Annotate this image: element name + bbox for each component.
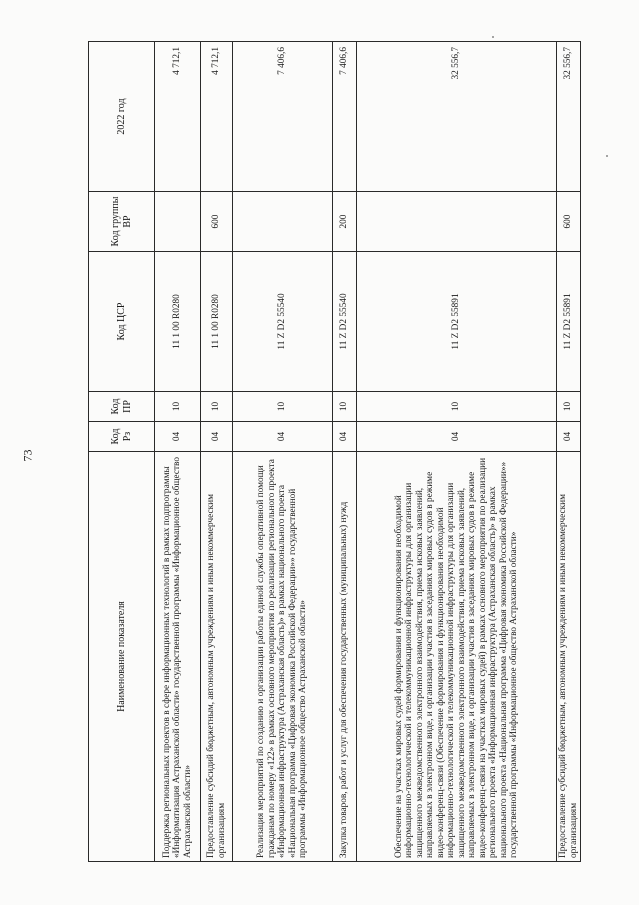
row-rz: 04 [201, 422, 233, 452]
scan-speck [606, 155, 608, 157]
row-name: Поддержка региональных проектов в сфере информационных технологий в рамках подпрограммы «Информатизация Астраханской области» государственной программы «Информационное общество Астраханской области» [155, 452, 201, 862]
row-amount: 4 712,1 [201, 42, 233, 192]
row-rz: 04 [155, 422, 201, 452]
header-rz: Код Рз [89, 422, 155, 452]
row-vr: 600 [201, 192, 233, 252]
rotated-page-content [88, 42, 579, 862]
row-csr: 11 Z D2 55891 [557, 252, 581, 392]
row-vr [155, 192, 201, 252]
row-vr [233, 192, 333, 252]
table-row [333, 42, 357, 862]
row-rz: 04 [233, 422, 333, 452]
row-amount: 4 712,1 [155, 42, 201, 192]
row-csr: 11 Z D2 55540 [333, 252, 357, 392]
row-vr: 200 [333, 192, 357, 252]
row-pr: 10 [357, 392, 557, 422]
page-number: 73 [20, 449, 35, 462]
row-vr [357, 192, 557, 252]
header-year: 2022 год [89, 42, 155, 192]
row-name: Обеспечение на участках мировых судей формирования и функционирования необходимой информационно-технологической и телекоммуникационной инфраструктуры для организации защищенного межведомственного электронного взаимодействия, приема исковых заявлений, направляемых в электронном виде, и организации участия в заседаниях мировых судов в режиме видео-конференц-связи (Обеспечение формирования и функционирования необходимой информационно-технологической и телекоммуникационной инфраструктуры для организации защищенного межведомственного электронного взаимодействия, приема исковых заявлений, направляемых в электронном виде, и организации участия в заседаниях мировых судов в режиме видео-конференц-связи на участках мировых судей) в рамках основного мероприятия по реализации регионального проекта «Информационная инфраструктура (Астраханская область)» в рамках национального проекта «Национальная программа «Цифровая экономика Российской Федерации»» государственной программы «Информационное общество Астраханской области» [357, 452, 557, 862]
row-pr: 10 [557, 392, 581, 422]
row-amount: 32 556,7 [357, 42, 557, 192]
row-pr: 10 [201, 392, 233, 422]
table-row [357, 42, 557, 862]
row-csr: 11 1 00 R0280 [201, 252, 233, 392]
row-csr: 11 Z D2 55891 [357, 252, 557, 392]
header-name: Наименование показателя [89, 452, 155, 862]
row-name: Реализация мероприятий по созданию и организации работы единой службы оперативной помощи гражданам по номеру «122» в рамках основного мероприятия по реализации регионального проекта «Информационная инфраструктура (Астраханская область)» в рамках национального проекта «Национальная программа «Цифровая экономика Российской Федерации»» государственной программы «Информационное общество Астраханской области» [233, 452, 333, 862]
header-pr: Код ПР [89, 392, 155, 422]
row-name: Закупка товаров, работ и услуг для обеспечения государственных (муниципальных) нужд [333, 452, 357, 862]
row-csr: 11 1 00 R0280 [155, 252, 201, 392]
table-row [155, 42, 201, 862]
row-vr: 600 [557, 192, 581, 252]
header-csr: Код ЦСР [89, 252, 155, 392]
row-csr: 11 Z D2 55540 [233, 252, 333, 392]
row-rz: 04 [557, 422, 581, 452]
scan-speck [492, 36, 494, 38]
row-amount: 7 406,6 [233, 42, 333, 192]
row-rz: 04 [357, 422, 557, 452]
table-row [233, 42, 333, 862]
row-pr: 10 [233, 392, 333, 422]
row-name: Предоставление субсидий бюджетным, автономным учреждениям и иным некоммерческим организациям [557, 452, 581, 862]
table-row [557, 42, 581, 862]
row-amount: 7 406,6 [333, 42, 357, 192]
table-row [201, 42, 233, 862]
table-header-row [89, 42, 155, 862]
header-vr: Код группы ВР [89, 192, 155, 252]
row-rz: 04 [333, 422, 357, 452]
row-pr: 10 [333, 392, 357, 422]
row-amount: 32 556,7 [557, 42, 581, 192]
budget-table [88, 41, 581, 862]
row-name: Предоставление субсидий бюджетным, автономным учреждениям и иным некоммерческим организациям [201, 452, 233, 862]
row-pr: 10 [155, 392, 201, 422]
